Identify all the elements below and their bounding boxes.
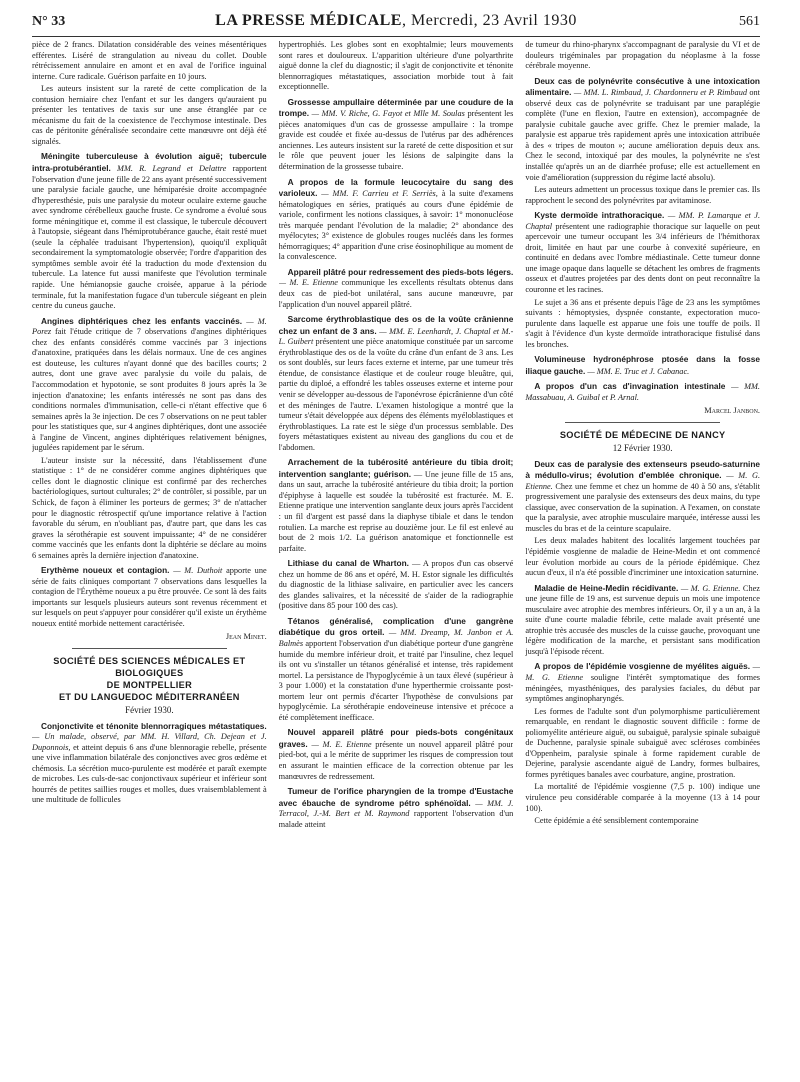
article-authors: — M. G. Etienne. <box>680 583 741 593</box>
session-date: 12 Février 1930. <box>612 443 673 454</box>
article-body: rapportent l'observation d'une jeune fille de 22 ans ayant présenté successivement une paralysie faciale gauche, une hémiparésie droite accompagnée d'hyperesthésie, puis une paralysie du moteur oculaire externe gauche avec syndrome cérébelleux gauche fruste. Ce syndrome a évolué sous forme méningitique et, comme il est classique, le tubercule découvert à l'autopsie, siégeant dans l'hémiprotubérance gauche, était resté muet (seule la céphalée traduisant l'hypertension), quoiqu'il expliquât secondairement la symptomatologie observée; l'ordre d'apparition des symptômes semble avoir été la traduction du mode d'extension du tubercule. La latence fut aussi manifeste que l'évolution terminale rapide. Une hémianopsie gauche croisée, apparue à la période terminale, fut la manifestation fugace d'un tubercule siégeant en plein centre du cuneus gauche. <box>32 164 267 311</box>
article-authors: — M. Duthoit <box>173 566 223 576</box>
paragraph: Les deux malades habitent des localités largement touchées par l'épidémie vosgienne de maladie de Heine-Medin et ont commencé leur évolution morbide au cours de la période épidémique. Chez aucun d'eux, il n'a été possible d'incriminer une intoxication saturnine. <box>525 536 760 578</box>
article-title: Deux cas de paralysie des extenseurs pseudo-saturnine à médullo-virus; évolution d'emblée chronique. <box>525 458 760 481</box>
article-entry <box>525 661 760 704</box>
article-authors: — M. G. Etienne <box>525 662 760 682</box>
article-authors: — MM. E. Leenhardt, J. Chaptal et M.-L. Guibert <box>278 326 514 347</box>
article-body: ont observé deux cas de polynévrite se traduisant par une paraplégie complète (l'une en flexion, l'autre en extension), accompagnée de paralysie cubitale gauche avec griffe. Chez le premier malade, la paralysie est apparue très rapidement après une intoxication attribuée à des « tripes de mouton »; aucune amélioration depuis deux ans. Chez le second, intoxiqué par des moules, la polynévrite ne s'est installée qu'après un an de diarrhée profuse; elle est actuellement en voie d'amélioration (suppression du régime lacté absolu). <box>525 88 760 182</box>
article-title: Grossesse ampullaire déterminée par une coudure de la trompe. <box>278 96 514 119</box>
article-title: Appareil plâtré pour redressement des pieds-bots légers. <box>287 266 514 277</box>
paragraph: pièce de 2 francs. Dilatation considérable des veines mésentériques efférentes. Liséré de strangulation au niveau du collet. Double rétrécissement annulaire en amont et en aval de l'orifice inguinal interne. Cure radicale. Guérison parfaite en 10 jours. <box>32 40 267 81</box>
article-title: Tumeur de l'orifice pharyngien de la trompe d'Eustache avec ébauche de syndrome pétro sphénoïdal. <box>278 786 514 808</box>
article-title: Angines diphtériques chez les enfants vaccinés. <box>41 315 243 326</box>
article-body: — Une jeune fille de 15 ans, dans un saut, arrache la tubérosité antérieure du tibia droit; la portion d'épiphyse à laquelle est soudée la tubérosité est fracturée. M. E. Etienne pratique une intervention sanglante deux jours après l'accident : un fil d'argent est passé dans la diaphyse tibiale et dans le tendon rotulien. La marche est reprise au douzième jour. Le fil est enlevé au bout de 2 mois 1/2. La guérison anatomique et fonctionnelle est parfaite. <box>278 469 514 553</box>
article-body: fait l'étude critique de 7 observations d'angines diphtériques chez des enfants considérés comme vaccinés par 3 injections d'anatoxine, pratiquées dans les délais normaux. Une de ces angines est douteuse, les cultures n'ayant donné que des bacilles courts; 2 autres, dont une grave avec paralysie du voile du palais, de l'accommodation et hypotonie, se sont produites 8 jours après la 3e injection d'anatoxine; les enfants intéressés ne sont pas dans des conditions normales d'immunisation, celle-ci n'étant effective que 6 semaines après la 3e injection. De ces 7 observations on ne peut tabler pour les statistiques que, sur 4 angines diphtériques, dont une associée à l'angine de Vincent, angines diphtériques relativement bénignes, jugulées rapidement par le sérum. <box>32 327 267 453</box>
article-body: apporte une série de faits cliniques comportant 7 observations dans lesquelles la contagion de l'Érythème noueux a pu être prouvée. Ce sont là des faits importants sur lesquels plusieurs auteurs sont revenus récemment et sur lesquels on peut s'appuyer pour considérer qu'il existe un érythème noueux entité morbide nettement caractérisée. <box>32 566 267 628</box>
paragraph: Les auteurs insistent sur la rareté de cette complication de la contusion herniaire chez l'enfant et sur les dangers qu'auraient pu présenter les tentatives de taxis sur une anse étranglée par ce mécanisme du fait de la coexistence de l'ecchymose intestinale. Des cas de péritonite généralisée secondaire cette manœuvre ont déjà été signalés. <box>32 84 267 146</box>
article-entry <box>279 558 514 612</box>
journal-title: LA PRESSE MÉDICALE <box>215 12 402 29</box>
article-title: A propos d'un cas d'invagination intestinale <box>534 381 726 392</box>
paragraph: Les auteurs admettent un processus toxique dans le premier cas. Ils rapprochent le second des polynévrites par avitaminose. <box>525 185 760 205</box>
society-heading <box>525 429 760 441</box>
column-2 <box>279 40 514 1076</box>
article-authors: — MM. J. Terracol, J.-M. Bert et M. Raymond <box>278 798 514 819</box>
article-entry <box>279 177 514 263</box>
article-body: à la suite d'examens hématologiques en séries, pratiqués au cours d'une épidémie de variole, confirment les notions classiques, à savoir: 1° mononucléose très marquée pendant l'évolution de la maladie; 2° abondance des myélocytes; 3° existence de globules rouges nucléés dans les formes hémorragiques; 4° apparition d'une crise éosinophilique au moment de la convalescence. <box>278 189 514 262</box>
article-title: Maladie de Heine-Medin récidivante. <box>534 582 679 593</box>
page-number: 561 <box>739 14 760 29</box>
article-authors: — MM. F. Carrieu et F. Serriès, <box>321 189 438 199</box>
article-title: Conjonctivite et ténonite blennorragiques métastatiques. <box>41 720 267 731</box>
article-entry <box>525 210 760 295</box>
article-entry <box>279 267 514 310</box>
article-entry <box>279 616 514 723</box>
article-title: Arrachement de la tubérosité antérieure du tibia droit; intervention sanglante; guérison. <box>278 457 514 479</box>
article-authors: — M. Porez <box>32 316 267 337</box>
page-header <box>32 8 760 37</box>
article-authors: MM. R. Legrand et Delattre <box>117 164 227 174</box>
article-body: souligne l'intérêt symptomatique des formes méningées, myasthéniques, des paralysies faciales, du début par symptômes anginopharyngés. <box>525 672 760 704</box>
article-authors: — MM. P. Lamarque et J. Chaptal <box>525 211 760 231</box>
article-body: apportent l'observation d'un diabétique porteur d'une gangrène humide du membre inférieur droit, et traité par l'insuline, chez lequel ils ont vu s'installer un tétanos généralisé et intense, très rapidement mortel. La persistance de l'hypoglycémie à un taux élevé (supérieur à 3 pour 1.000) et la constatation d'une hyperthermie croissante post-mortem leur ont permis d'écarter l'hypothèse de convulsions par hypoglycémie. La sérothérapie endoveineuse intensive et précoce a été complètement inefficace. <box>278 638 514 722</box>
article-entry <box>525 76 760 183</box>
article-entry <box>32 151 267 311</box>
article-title: A propos de la formule leucocytaire du sang des varioleux. <box>278 176 514 199</box>
article-body: présente un nouvel appareil plâtré pour pied-bot, qui a le mérite de supprimer les risques de compression tout en assurant le maintien efficace de la correction obtenue par les manœuvres de redressement. <box>278 739 514 781</box>
article-body: rapportent l'observation d'un malade atteint <box>278 809 514 829</box>
paragraph: Les formes de l'adulte sont d'un polymorphisme particulièrement remarquable, en rendant le diagnostic souvent difficile : forme de poliomyélite antérieure aiguë, ou subaiguë, paralysie spinale subaiguë de Duchenne, paralysie spinale subaiguë avec scléroses combinées d'Oppenheim, paralysie spinale à forme rapidement curable de Dejerine, paralysie ascendante aiguë de Landry, formes bulbaires, formes pyrétiques banales avec courbature, angine, prostration. <box>525 706 760 779</box>
article-body: et atteint depuis 6 ans d'une blennoragie rebelle, présente une vive inflammation bilatérale des conjonctives avec gros œdème et chémosis. La sécrétion muco-purulente est modérée et paraît exempte de microbes. Les culs-de-sac conjonctivaux supérieur et inférieur sont hourrés de petites saillies rouges et molles, dues vraisemblablement à une multitude de follicules <box>32 742 267 805</box>
session-date: Février 1930. <box>125 705 174 716</box>
section-divider <box>72 648 227 649</box>
article-entry <box>525 354 760 377</box>
article-title: Tétanos généralisé, complication d'une gangrène diabétique du gros orteil. <box>278 615 514 638</box>
article-body: présentent les pièces anatomiques d'un cas de grossesse ampullaire : la trompe gravide est coudée et fixée au-dessus de l'utérus par des adhérences anciennes. Les auteurs insistent sur la rareté de cette disposition et sur le rôle que peuvent jouer les lésions de salpingite dans la détermination de la grossesse tubaire. <box>278 109 514 172</box>
paragraph: de tumeur du rhino-pharynx s'accompagnant de paralysie du VI et de douleurs trigéminales par propagation du néoplasme à la fosse cérébrale moyenne. <box>525 40 760 71</box>
article-entry <box>32 721 267 806</box>
article-columns <box>32 40 760 1076</box>
article-body: Chez une jeune fille de 19 ans, est survenue depuis un mois une impotence musculaire avec atrophie des membres inférieurs. Or, il y a un an, à la suite d'une courte maladie fébrile, cette malade avait présenté une atrophie très accusée des muscles de la cuisse gauche, provoquant une légère modification de la marche, et persistant sans modification jusqu'à l'épisode récent. <box>525 583 760 656</box>
society-heading-line: ET DU LANGUEDOC MÉDITERRANÉEN <box>58 692 240 703</box>
article-body: — A propos d'un cas observé chez un homme de 86 ans et opéré, M. H. Estor signale les difficultés du diagnostic de la lithiase salivaire, en particulier avec les cancers des glandes salivaires, et la nécessité de s'aider de la radiographie (positive dans 85 pour 100 des cas). <box>278 559 514 611</box>
society-heading-line: DE MONTPELLIER <box>106 680 192 691</box>
society-heading <box>32 655 267 703</box>
section-divider <box>565 422 720 423</box>
paragraph: La mortalité de l'épidémie vosgienne (7,5 p. 100) indique une virulence peu considérable comparée à la moyenne (13 à 14 pour 100). <box>525 782 760 813</box>
article-entry <box>279 97 514 173</box>
article-entry <box>525 459 760 535</box>
article-body: communique les excellents résultats obtenus dans deux cas de pied-bot unilatéral, sans aucune manœuvre, par l'application d'un nouvel appareil plâtré. <box>278 278 514 309</box>
society-heading-line: SOCIÉTÉ DES SCIENCES MÉDICALES ET BIOLOGIQUES <box>53 656 246 679</box>
article-title: Deux cas de polynévrite consécutive à une intoxication alimentaire. <box>525 75 760 98</box>
paragraph: L'auteur insiste sur la nécessité, dans l'établissement d'une statistique : 1° de ne considérer comme angines diphtériques que celles dont le diagnostic clinique est confirmé par des recherches bactériologiques, surtout culturales; 2° de contrôler, si possible, par un Schick, de façon à éliminer les porteurs de germes; 3° de n'attacher pour le diagnostic rétrospectif qu'une importance relative à l'action favorable du sérum, en n'oubliant pas, d'autre part, que dans les cas graves la sérothérapie est souvent impuissante; 4° de ne considérer comme vaccinés que les enfants dont la diphtérie se déclare au moins 6 semaines après la dernière injection d'anatoxine. <box>32 455 267 560</box>
article-title: Volumineuse hydronéphrose ptosée dans la fosse iliaque gauche. <box>525 354 760 376</box>
article-body: présentent une pièce anatomique constituée par un sarcome érythroblastique des os de la voûte du crâne d'un enfant de 3 ans. Les os sont doublés, sur leurs faces externe et interne, par une tumeur très étendue, de consistance élastique et de couleur rouge bleuâtre, qui, partie du diploé, a effondré les tables osseuses externe et interne pour venir se développer au-dessous de l'aponévrose épicrânienne d'un côté et des méninges de l'autre. L'examen histologique a montré que la tumeur s'était développée aux dépens des éléments myéloblastiques et érythroblastiques. La rate est le siège d'un processus semblable. Des foyers métastatiques existent au niveau des ganglions du cou et de l'abdomen. <box>278 337 514 452</box>
article-title: Sarcome érythroblastique des os de la voûte crânienne chez un enfant de 3 ans. <box>278 314 514 336</box>
article-body: présentent une radiographie thoracique sur laquelle on peut apercevoir une tumeur occupant les 3/4 inférieurs de l'hémithorax droit, limitée en haut par une courbe à convexité supérieure, en continuité en dedans avec l'ombre médiastinale. Cette tumeur donne une image opaque dans laquelle se détachent les ombres de fragments osseux et d'autres projetées par des dents dont on peut reconnaître la couronne et les racines. <box>525 221 760 295</box>
article-authors: — M. G. Etienne. <box>525 471 760 491</box>
article-title: Erythème noueux et contagion. <box>41 565 170 576</box>
article-authors: — MM. Massabuau, A. Guibal et P. Arnal. <box>525 382 760 402</box>
article-authors: — MM. Dreamp, M. Janbon et A. Balmès <box>278 628 514 648</box>
article-entry <box>279 314 514 453</box>
article-entry <box>279 786 514 830</box>
column-1 <box>32 40 267 1076</box>
paragraph: hypertrophiés. Les globes sont en exophtalmie; leurs mouvements sont rares et douloureux. L'apparition ultérieure d'une polyarthrite aiguë donne la clef du diagnostic; il s'agit de conjonctivite et ténonite blennorragiques métastatiques, association morbide tout à fait exceptionnelle. <box>278 40 514 92</box>
author-signature: Marcel Janbon. <box>704 405 760 415</box>
article-authors: — MM. V. Riche, G. Fayot et Mlle M. Soulas <box>311 109 465 119</box>
paragraph: Le sujet a 36 ans et présente depuis l'âge de 23 ans les symptômes suivants : hémoptysies, dyspnée constante, expectoration muco-purulente dans laquelle est apparue une fois une touffe de poils. Il s'agit à l'évidence d'un kyste dermoïde intrathoracique fistulisé dans les bronches. <box>525 297 760 349</box>
issue-number: N° 33 <box>32 14 66 29</box>
article-authors: — M. E. Etienne <box>278 278 338 288</box>
article-title: Lithiase du canal de Wharton. <box>287 558 409 569</box>
article-authors: — M. E. Etienne <box>311 739 372 749</box>
article-title: Kyste dermoïde intrathoracique. <box>534 210 665 221</box>
article-title: Nouvel appareil plâtré pour pieds-bots congénitaux graves. <box>278 727 514 749</box>
article-entry <box>279 457 514 554</box>
paragraph: Cette épidémie a été sensiblement contemporaine <box>534 816 699 826</box>
running-title <box>32 12 760 30</box>
article-entry <box>525 381 760 403</box>
society-heading-line: SOCIÉTÉ DE MÉDECINE DE NANCY <box>559 430 726 441</box>
article-entry <box>32 565 267 629</box>
article-authors: — MM. L. Rimbaud, J. Chardonneru et P. Rimbaud <box>573 88 747 98</box>
article-authors: — MM. E. Truc et J. Cabanac. <box>587 366 690 376</box>
article-title: Méningite tuberculeuse à évolution aiguë; tubercule intra-protubérantiel. <box>32 151 267 174</box>
author-signature: Jean Minet. <box>225 631 267 641</box>
article-authors: — Un malade, observé, par MM. H. Villard, Ch. Dejean et J. Duponnois, <box>32 732 267 752</box>
article-entry <box>32 316 267 454</box>
article-entry <box>279 727 514 782</box>
column-3 <box>525 40 760 1076</box>
article-body: Chez une femme et chez un homme de 40 à 50 ans, s'établit progressivement une paralysie des extenseurs des deux mains, du type classique, avec conservation de la supination. A l'examen, on constate que la paralysie, avec atrophie musculaire marquée, intéresse aussi les muscles du bras et de la ceinture scapulaire. <box>525 481 760 533</box>
article-entry <box>525 583 760 658</box>
article-title: A propos de l'épidémie vosgienne de myélites aiguës. <box>534 661 751 672</box>
issue-date: , Mercredi, 23 Avril 1930 <box>401 12 577 29</box>
